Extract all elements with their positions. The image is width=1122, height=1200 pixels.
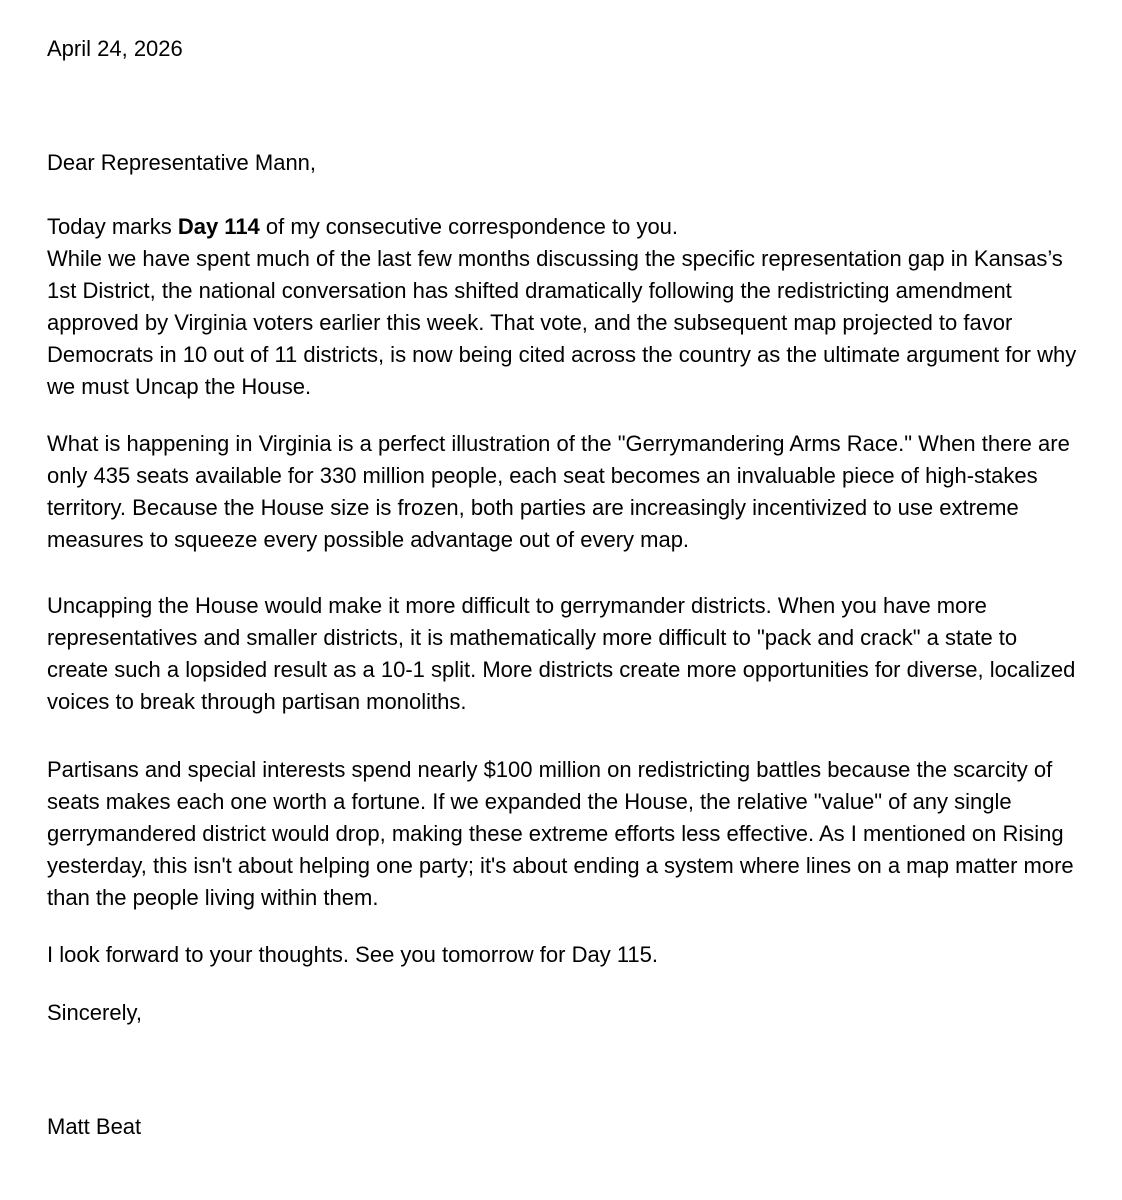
letter bbox=[47, 33, 1077, 1143]
body-paragraph-closing-remark: I look forward to your thoughts. See you tomorrow for Day 115. bbox=[47, 942, 659, 967]
intro-line bbox=[47, 211, 1077, 243]
intro-text-before: Today marks bbox=[47, 214, 178, 239]
intro-text-after: of my consecutive correspondence to you. bbox=[259, 214, 679, 239]
salutation: Dear Representative Mann, bbox=[47, 150, 317, 175]
body-paragraph-virginia-amendment: While we have spent much of the last few months discussing the specific representation gap in Kansas’s 1st District, the national conversation has shifted dramatically following the redistricting amendment approved by Virginia voters earlier this week. That vote, and the subsequent map projected to favor Democrats in 10 out of 11 districts, is now being cited across the country as the ultimate argument for why we must Uncap the House. bbox=[47, 246, 1077, 399]
body-paragraph-arms-race: What is happening in Virginia is a perfect illustration of the "Gerrymandering Arms Race." When there are only 435 seats available for 330 million people, each seat becomes an invaluable piece of high-stakes territory. Because the House size is frozen, both parties are increasingly incentivized to use extreme measures to squeeze every possible advantage out of every map. bbox=[47, 431, 1070, 552]
signature-name: Matt Beat bbox=[47, 1114, 142, 1139]
body-paragraph-spending: Partisans and special interests spend nearly $100 million on redistricting battles because the scarcity of seats makes each one worth a fortune. If we expanded the House, the relative "value" of any single gerrymandered district would drop, making these extreme efforts less effective. As I mentioned on Rising yesterday, this isn't about helping one party; it's about ending a system where lines on a map matter more than the people living within them. bbox=[47, 757, 1074, 910]
body-paragraph-uncapping: Uncapping the House would make it more difficult to gerrymander districts. When you have more representatives and smaller districts, it is mathematically more difficult to "pack and crack" a state to create such a lopsided result as a 10-1 split. More districts create more opportunities for diverse, localized voices to break through partisan monoliths. bbox=[47, 593, 1076, 714]
letter-date: April 24, 2026 bbox=[47, 36, 183, 61]
closing: Sincerely, bbox=[47, 1000, 142, 1025]
day-count: Day 114 bbox=[177, 214, 260, 239]
